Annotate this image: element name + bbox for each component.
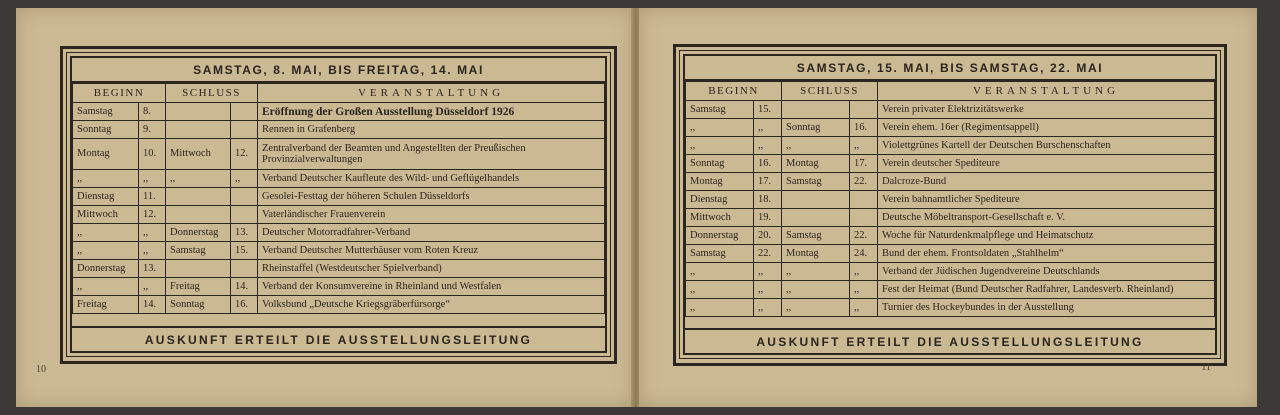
table-row xyxy=(686,281,1215,299)
begin-date: 20. xyxy=(754,227,782,245)
table-row xyxy=(73,103,605,121)
end-date xyxy=(231,103,258,121)
begin-day: ,, xyxy=(686,119,754,137)
header-event: VERANSTALTUNG xyxy=(258,84,605,103)
end-date xyxy=(231,188,258,206)
footer-notice: AUSKUNFT ERTEILT DIE AUSSTELLUNGSLEITUNG xyxy=(685,328,1215,353)
end-day xyxy=(782,101,850,119)
end-date: 17. xyxy=(850,155,878,173)
begin-date: 10. xyxy=(139,139,166,170)
end-date: 24. xyxy=(850,245,878,263)
table-row xyxy=(686,299,1215,317)
begin-date: 8. xyxy=(139,103,166,121)
begin-day: Mittwoch xyxy=(686,209,754,227)
end-date xyxy=(850,209,878,227)
end-day xyxy=(166,206,231,224)
event-name: Verband der Jüdischen Jugendvereine Deutschlands xyxy=(878,263,1215,281)
begin-day: Samstag xyxy=(686,245,754,263)
event-name: Verband der Konsumvereine in Rheinland und Westfalen xyxy=(258,278,605,296)
table-row xyxy=(73,278,605,296)
schedule-frame-right xyxy=(673,44,1227,366)
end-day: ,, xyxy=(782,137,850,155)
end-day xyxy=(166,260,231,278)
begin-date: 13. xyxy=(139,260,166,278)
end-day: Donnerstag xyxy=(166,224,231,242)
begin-date: 17. xyxy=(754,173,782,191)
table-row xyxy=(686,173,1215,191)
begin-day: Mittwoch xyxy=(73,206,139,224)
begin-day: Freitag xyxy=(73,296,139,314)
end-date: ,, xyxy=(850,281,878,299)
begin-date: 22. xyxy=(754,245,782,263)
table-header-row xyxy=(686,82,1215,101)
begin-day: ,, xyxy=(686,263,754,281)
begin-day: ,, xyxy=(73,170,139,188)
table-row xyxy=(686,101,1215,119)
table-row xyxy=(73,139,605,170)
page-number: 11 xyxy=(1201,362,1211,373)
end-day: Samstag xyxy=(782,173,850,191)
section-title: SAMSTAG, 8. MAI, BIS FREITAG, 14. MAI xyxy=(72,58,605,83)
left-page xyxy=(16,8,633,407)
table-row xyxy=(686,155,1215,173)
begin-date: 14. xyxy=(139,296,166,314)
event-name: Bund der ehem. Frontsoldaten „Stahlhelm“ xyxy=(878,245,1215,263)
begin-date: ,, xyxy=(754,263,782,281)
begin-day: Dienstag xyxy=(73,188,139,206)
begin-day: ,, xyxy=(73,224,139,242)
begin-day: ,, xyxy=(686,137,754,155)
end-date: 14. xyxy=(231,278,258,296)
table-row xyxy=(73,260,605,278)
table-row xyxy=(73,121,605,139)
event-name: Zentralverband der Beamten und Angestellten der Preußischen Provinzialverwaltungen xyxy=(258,139,605,170)
begin-date: 15. xyxy=(754,101,782,119)
end-date: 22. xyxy=(850,227,878,245)
end-day: Montag xyxy=(782,155,850,173)
header-event: VERANSTALTUNG xyxy=(878,82,1215,101)
table-row xyxy=(686,119,1215,137)
begin-day: Montag xyxy=(686,173,754,191)
event-name: Verband Deutscher Kaufleute des Wild- und Geflügelhandels xyxy=(258,170,605,188)
end-day: ,, xyxy=(166,170,231,188)
end-date: 12. xyxy=(231,139,258,170)
begin-date: ,, xyxy=(754,137,782,155)
event-name: Dalcroze-Bund xyxy=(878,173,1215,191)
header-begin: BEGINN xyxy=(686,82,782,101)
end-day xyxy=(782,209,850,227)
end-day: Montag xyxy=(782,245,850,263)
end-date xyxy=(850,191,878,209)
end-day: ,, xyxy=(782,299,850,317)
event-name: Violettgrünes Kartell der Deutschen Burschenschaften xyxy=(878,137,1215,155)
begin-day: ,, xyxy=(73,278,139,296)
begin-date: 16. xyxy=(754,155,782,173)
end-date: ,, xyxy=(850,137,878,155)
end-day: Samstag xyxy=(166,242,231,260)
event-name: Eröffnung der Großen Ausstellung Düsseldorf 1926 xyxy=(258,103,605,121)
begin-date: 18. xyxy=(754,191,782,209)
end-date: 13. xyxy=(231,224,258,242)
begin-date: ,, xyxy=(139,278,166,296)
table-row xyxy=(73,224,605,242)
begin-day: Samstag xyxy=(73,103,139,121)
begin-date: ,, xyxy=(754,119,782,137)
event-name: Verband Deutscher Mutterhäuser vom Roten Kreuz xyxy=(258,242,605,260)
table-row xyxy=(73,170,605,188)
end-date: 15. xyxy=(231,242,258,260)
event-name: Deutsche Möbeltransport-Gesellschaft e. V. xyxy=(878,209,1215,227)
begin-date: ,, xyxy=(139,170,166,188)
begin-day: ,, xyxy=(686,281,754,299)
event-name: Fest der Heimat (Bund Deutscher Radfahrer, Landesverb. Rheinland) xyxy=(878,281,1215,299)
event-name: Verein bahnamtlicher Spediteure xyxy=(878,191,1215,209)
begin-day: Donnerstag xyxy=(73,260,139,278)
begin-day: ,, xyxy=(686,299,754,317)
event-name: Volksbund „Deutsche Kriegsgräberfürsorge“ xyxy=(258,296,605,314)
footer-notice: AUSKUNFT ERTEILT DIE AUSSTELLUNGSLEITUNG xyxy=(72,326,605,351)
event-name: Verein privater Elektrizitätswerke xyxy=(878,101,1215,119)
end-date: ,, xyxy=(850,263,878,281)
end-day: Samstag xyxy=(782,227,850,245)
begin-day: Montag xyxy=(73,139,139,170)
event-name: Gesolei-Festtag der höheren Schulen Düsseldorfs xyxy=(258,188,605,206)
begin-date: ,, xyxy=(754,299,782,317)
header-begin: BEGINN xyxy=(73,84,166,103)
event-name: Verein deutscher Spediteure xyxy=(878,155,1215,173)
table-row xyxy=(686,245,1215,263)
schedule-table xyxy=(685,81,1215,317)
begin-date: ,, xyxy=(754,281,782,299)
begin-date: 9. xyxy=(139,121,166,139)
event-name: Deutscher Motorradfahrer-Verband xyxy=(258,224,605,242)
table-row xyxy=(686,191,1215,209)
section-title: SAMSTAG, 15. MAI, BIS SAMSTAG, 22. MAI xyxy=(685,56,1215,81)
table-row xyxy=(73,188,605,206)
end-day: Sonntag xyxy=(782,119,850,137)
end-date: 16. xyxy=(850,119,878,137)
event-name: Verein ehem. 16er (Regimentsappell) xyxy=(878,119,1215,137)
header-end: SCHLUSS xyxy=(166,84,258,103)
end-day: ,, xyxy=(782,263,850,281)
begin-date: ,, xyxy=(139,242,166,260)
begin-day: Samstag xyxy=(686,101,754,119)
schedule-frame-left xyxy=(60,46,617,364)
event-name: Woche für Naturdenkmalpflege und Heimatschutz xyxy=(878,227,1215,245)
end-day: Freitag xyxy=(166,278,231,296)
table-header-row xyxy=(73,84,605,103)
end-day xyxy=(166,103,231,121)
event-name: Rheinstaffel (Westdeutscher Spielverband) xyxy=(258,260,605,278)
begin-day: Sonntag xyxy=(73,121,139,139)
event-name: Turnier des Hockeybundes in der Ausstellung xyxy=(878,299,1215,317)
event-name: Vaterländischer Frauenverein xyxy=(258,206,605,224)
end-date xyxy=(231,260,258,278)
begin-day: Donnerstag xyxy=(686,227,754,245)
end-date: ,, xyxy=(231,170,258,188)
end-date xyxy=(231,206,258,224)
table-row xyxy=(73,242,605,260)
begin-date: 12. xyxy=(139,206,166,224)
begin-date: 11. xyxy=(139,188,166,206)
schedule-table xyxy=(72,83,605,314)
table-row xyxy=(73,206,605,224)
end-day xyxy=(166,121,231,139)
end-day: Mittwoch xyxy=(166,139,231,170)
end-date: ,, xyxy=(850,299,878,317)
end-day: ,, xyxy=(782,281,850,299)
begin-day: Sonntag xyxy=(686,155,754,173)
header-end: SCHLUSS xyxy=(782,82,878,101)
page-number: 10 xyxy=(36,364,46,375)
schedule-body xyxy=(686,101,1215,317)
end-day xyxy=(782,191,850,209)
schedule-body xyxy=(73,103,605,314)
right-page xyxy=(639,8,1257,407)
begin-day: ,, xyxy=(73,242,139,260)
table-row xyxy=(686,227,1215,245)
end-date xyxy=(231,121,258,139)
event-name: Rennen in Grafenberg xyxy=(258,121,605,139)
begin-day: Dienstag xyxy=(686,191,754,209)
begin-date: ,, xyxy=(139,224,166,242)
begin-date: 19. xyxy=(754,209,782,227)
table-row xyxy=(686,209,1215,227)
end-date: 16. xyxy=(231,296,258,314)
end-day: Sonntag xyxy=(166,296,231,314)
table-row xyxy=(686,263,1215,281)
table-row xyxy=(686,137,1215,155)
table-row xyxy=(73,296,605,314)
end-date: 22. xyxy=(850,173,878,191)
end-date xyxy=(850,101,878,119)
end-day xyxy=(166,188,231,206)
